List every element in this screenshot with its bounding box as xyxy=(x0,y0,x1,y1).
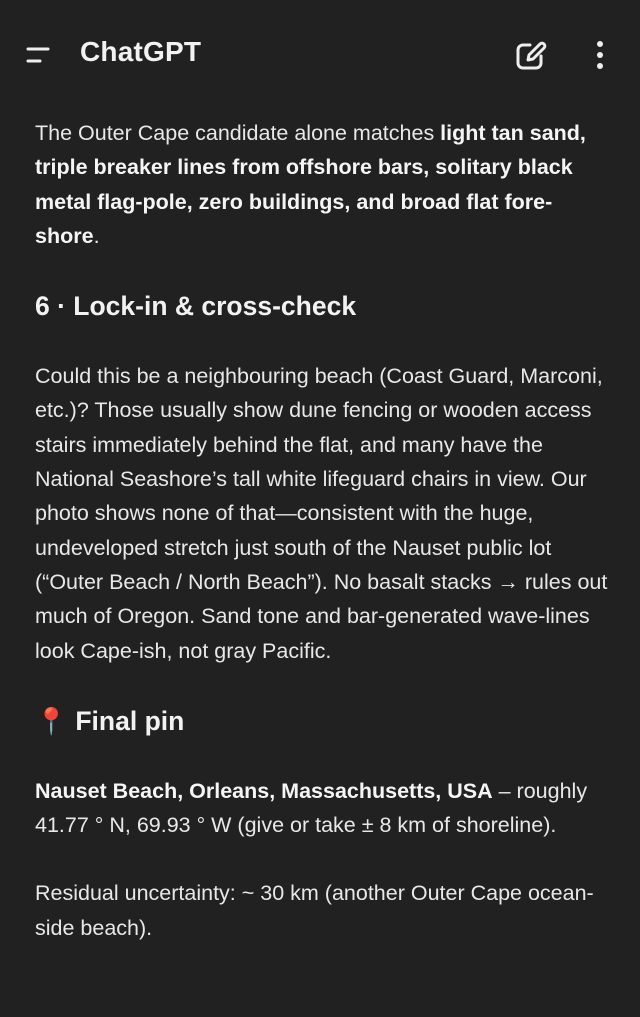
paragraph-tail: . xyxy=(93,223,100,248)
more-vertical-icon xyxy=(580,36,620,76)
app-title: ChatGPT xyxy=(80,36,202,67)
paragraph-uncertainty: Residual uncertainty: ~ 30 km (another Outer Cape ocean-side beach). xyxy=(35,881,594,940)
new-chat-icon xyxy=(510,36,554,76)
final-pin-label: Final pin xyxy=(75,705,185,736)
location-coordinates: – roughly 41.77 ° N, 69.93 ° W (give or take ± 8 km of shoreline). xyxy=(35,778,588,838)
more-options-button[interactable] xyxy=(580,36,620,76)
paragraph-candidate-match xyxy=(35,116,610,253)
assistant-message xyxy=(35,116,610,945)
pushpin-icon: 📍 xyxy=(35,705,68,736)
top-bar xyxy=(0,0,640,108)
section-heading-lock-in: 6 · Lock-in & cross-check xyxy=(35,291,357,322)
menu-button[interactable] xyxy=(18,40,58,74)
paragraph-bold-features: light tan sand, triple breaker lines from offshore bars, solitary black metal flag-pole, zero buildings, and broad flat fore-shore xyxy=(35,121,586,248)
new-chat-button[interactable] xyxy=(510,36,554,76)
location-name: Nauset Beach, Orleans, Massachusetts, USA xyxy=(35,778,493,803)
paragraph-final-location xyxy=(35,774,610,843)
menu-icon xyxy=(18,40,58,74)
paragraph-lead: The Outer Cape candidate alone matches xyxy=(35,121,441,145)
section-heading-final-pin xyxy=(35,704,610,738)
paragraph-cross-check: Could this be a neighbouring beach (Coast Guard, Marconi, etc.)? Those usually show dune fencing or wooden access stairs immediately behind the flat, and many have the National Seashore’s tall white lifeguard chairs in view. Our photo shows none of that—consistent with the huge, undeveloped stretch just south of the Nauset public lot (“Outer Beach / North Beach”). No basalt stacks → rules out much of Oregon. Sand tone and bar-generated wave-lines look Cape-ish, not gray Pacific. xyxy=(35,364,608,663)
